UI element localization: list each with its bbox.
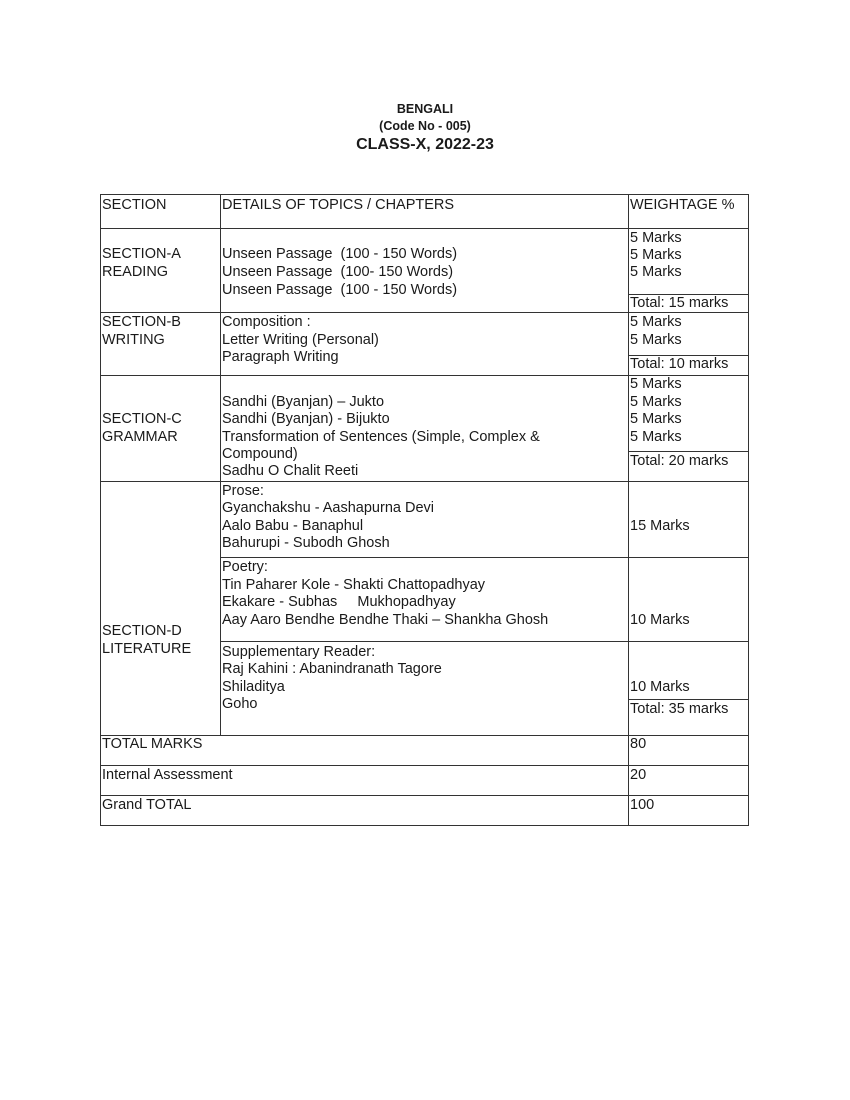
section-total: Total: 20 marks — [630, 453, 729, 469]
topic: Unseen Passage (100 - 150 Words) — [222, 282, 458, 298]
topic: Sandhi (Byanjan) – Jukto — [222, 394, 385, 410]
topic: Unseen Passage (100- 150 Words) — [222, 264, 454, 280]
total-value: 80 — [630, 736, 647, 752]
topic: Sandhi (Byanjan) - Bijukto — [222, 411, 390, 427]
topic: Supplementary Reader: — [222, 644, 376, 660]
topic: Paragraph Writing — [222, 349, 339, 365]
marks: 5 Marks — [630, 332, 682, 348]
section-name: GRAMMAR — [102, 429, 178, 445]
topic: Raj Kahini : Abanindranath Tagore — [222, 661, 442, 677]
section-name: SECTION-B — [102, 314, 181, 330]
total-label: TOTAL MARKS — [102, 736, 203, 752]
section-name: SECTION-C — [102, 411, 182, 427]
total-divider — [628, 451, 748, 452]
topic: Gyanchakshu - Aashapurna Devi — [222, 500, 434, 516]
row-divider — [101, 481, 748, 482]
marks: 5 Marks — [630, 314, 682, 330]
marks: 15 Marks — [630, 518, 690, 534]
topic: Transformation of Sentences (Simple, Complex & — [222, 429, 540, 445]
header-details: DETAILS OF TOPICS / CHAPTERS — [222, 197, 455, 213]
syllabus-table — [100, 194, 749, 826]
marks: 5 Marks — [630, 394, 682, 410]
row-divider — [101, 795, 748, 796]
header-weightage: WEIGHTAGE % — [630, 197, 735, 213]
topic: Bahurupi - Subodh Ghosh — [222, 535, 390, 551]
marks: 5 Marks — [630, 264, 682, 280]
subject-title: BENGALI — [396, 102, 454, 116]
column-divider — [220, 195, 221, 735]
marks: 5 Marks — [630, 376, 682, 392]
topic: Sadhu O Chalit Reeti — [222, 463, 359, 479]
marks: 5 Marks — [630, 247, 682, 263]
section-name: SECTION-A — [102, 246, 181, 262]
marks: 10 Marks — [630, 679, 690, 695]
topic: Goho — [222, 696, 258, 712]
topic: Unseen Passage (100 - 150 Words) — [222, 246, 458, 262]
section-total: Total: 35 marks — [630, 701, 729, 717]
row-divider — [101, 765, 748, 766]
column-divider — [628, 195, 629, 826]
topic: Letter Writing (Personal) — [222, 332, 379, 348]
marks: 5 Marks — [630, 429, 682, 445]
topic: Aalo Babu - Banaphul — [222, 518, 364, 534]
topic: Poetry: — [222, 559, 268, 575]
topic: Aay Aaro Bendhe Bendhe Thaki – Shankha Ghosh — [222, 612, 549, 628]
topic: Compound) — [222, 446, 298, 462]
subject-code: (Code No - 005) — [379, 119, 471, 133]
topic: Tin Paharer Kole - Shakti Chattopadhyay — [222, 577, 486, 593]
section-total: Total: 15 marks — [630, 295, 729, 311]
topic: Prose: — [222, 483, 264, 499]
section-name: SECTION-D — [102, 623, 182, 639]
row-divider — [101, 228, 748, 229]
topic: Composition : — [222, 314, 311, 330]
total-value: 20 — [630, 767, 647, 783]
header-section: SECTION — [102, 197, 167, 213]
subrow-divider — [220, 557, 748, 558]
section-name: READING — [102, 264, 169, 280]
marks: 10 Marks — [630, 612, 690, 628]
topic: Ekakare - Subhas Mukhopadhyay — [222, 594, 456, 610]
section-name: LITERATURE — [102, 641, 192, 657]
marks: 5 Marks — [630, 411, 682, 427]
class-title: CLASS-X, 2022-23 — [356, 136, 494, 153]
total-value: 100 — [630, 797, 655, 813]
total-divider — [628, 699, 748, 700]
topic: Shiladitya — [222, 679, 285, 695]
subrow-divider — [220, 641, 748, 642]
marks: 5 Marks — [630, 230, 682, 246]
total-label: Internal Assessment — [102, 767, 233, 783]
section-name: WRITING — [102, 332, 165, 348]
total-label: Grand TOTAL — [102, 797, 192, 813]
section-total: Total: 10 marks — [630, 356, 729, 372]
